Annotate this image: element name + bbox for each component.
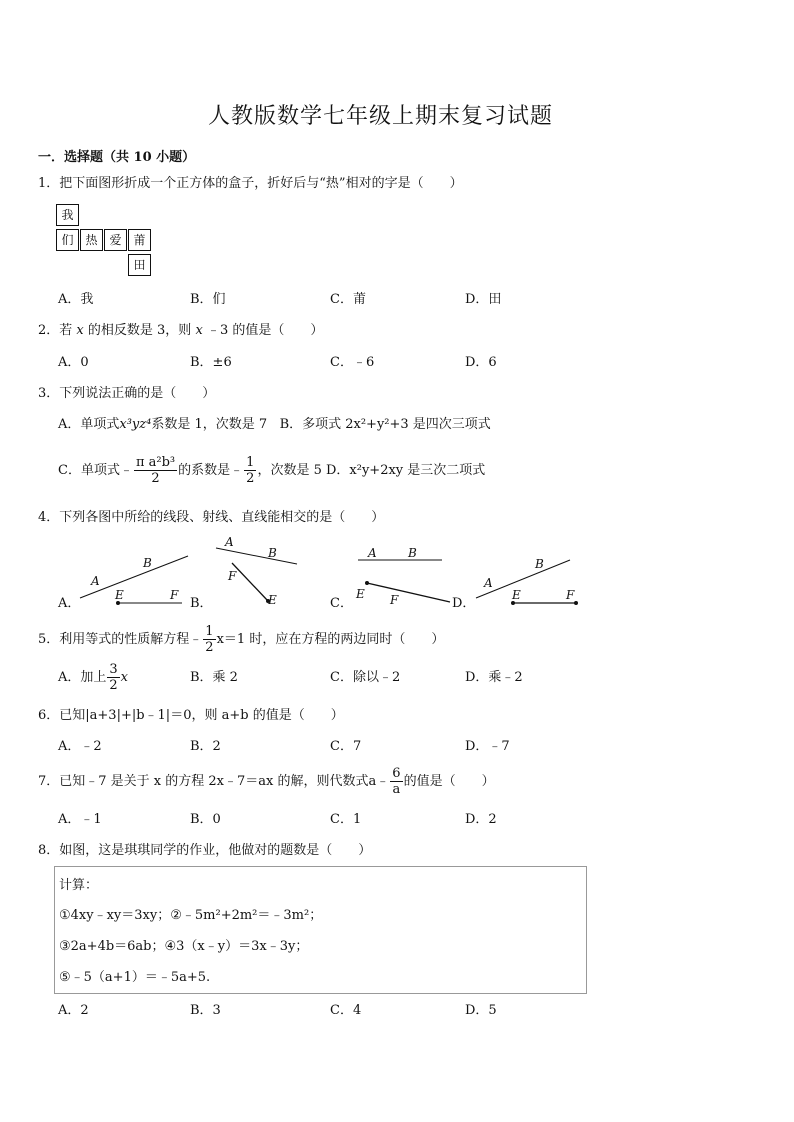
net-cell: 莆 xyxy=(128,229,151,251)
point-f xyxy=(574,601,578,605)
q3-options-ab xyxy=(58,417,491,433)
q7-stem-post: 的值是（ ） xyxy=(403,774,495,789)
q2-option-b: B．±6 xyxy=(190,355,232,370)
q7-expr-a: a xyxy=(368,774,377,789)
q1-option-a: A．我 xyxy=(58,292,94,307)
q7-stem-pre: 7．已知﹣7 是关于 x 的方程 2x﹣7＝ax 的解，则代数式 xyxy=(38,774,369,789)
q4-option-b: B． xyxy=(190,596,213,611)
frac-num: 1 xyxy=(205,624,214,639)
q6-option-b: B．2 xyxy=(190,739,221,754)
q4-option-c: C． xyxy=(330,596,353,611)
q8-stem: 8．如图，这是琪琪同学的作业，他做对的题数是（ ） xyxy=(38,843,372,858)
point-label-a: A xyxy=(225,535,234,549)
q7-option-c: C．1 xyxy=(330,812,362,827)
q3-c-post: ，次数是 5 xyxy=(257,463,322,478)
q1-option-c: C．莆 xyxy=(330,292,366,307)
net-cell: 田 xyxy=(128,254,151,276)
q4-option-d: D． xyxy=(452,596,476,611)
q8-option-b: B．3 xyxy=(190,1003,221,1018)
q4-figure-c xyxy=(355,546,450,607)
q3-c-coef xyxy=(244,455,256,486)
q1-stem: 1．把下面图形折成一个正方体的盒子，折好后与“热”相对的字是（ ） xyxy=(38,176,463,191)
q3-c-label: C．单项式 xyxy=(58,463,120,478)
q2-stem-part: 2．若 xyxy=(38,323,73,338)
point-label-b: B xyxy=(535,557,544,571)
section-heading: 一．选择题（共 10 小题） xyxy=(38,150,196,165)
q8-option-c: C．4 xyxy=(330,1003,362,1018)
q6-option-d: D．﹣7 xyxy=(465,739,510,754)
q6-option-c: C．7 xyxy=(330,739,362,754)
q1-option-b: B．们 xyxy=(190,292,226,307)
ray-ef xyxy=(367,583,450,602)
line-ab xyxy=(216,548,297,564)
q2-stem-part: ﹣3 的值是（ ） xyxy=(206,323,324,338)
q7-option-d: D．2 xyxy=(465,812,497,827)
q5-option-b: B．乘 2 xyxy=(190,670,238,685)
net-cell: 们 xyxy=(56,229,79,251)
q5-option-a xyxy=(58,662,128,693)
q6-stem: 6．已知|a+3|+|b﹣1|＝0，则 a+b 的值是（ ） xyxy=(38,708,344,723)
q4-option-a: A． xyxy=(58,596,81,611)
point-label-f: F xyxy=(170,588,179,602)
q5-fraction xyxy=(203,624,215,655)
frac-den: 2 xyxy=(109,678,118,693)
q3-stem: 3．下列说法正确的是（ ） xyxy=(38,386,216,401)
q7-option-a: A．﹣1 xyxy=(58,812,102,827)
point-e xyxy=(365,581,369,585)
frac-num: 1 xyxy=(246,455,255,470)
q7-stem: 7．已知﹣7 是关于 x 的方程 2x﹣7＝ax 的解，则代数式a﹣ $\frac{6}{a}$ 的值是（ ） xyxy=(38,766,495,797)
q2-option-a: A．0 xyxy=(58,355,89,370)
homework-box xyxy=(54,866,587,994)
point-label-b: B xyxy=(408,546,417,560)
q2-stem-part: 的相反数是 3，则 xyxy=(87,323,192,338)
point-label-a: A xyxy=(91,574,100,588)
point-label-e: E xyxy=(512,588,521,602)
frac-num: 3 xyxy=(109,662,118,677)
segment-ef xyxy=(232,563,268,601)
q7-option-b: B．0 xyxy=(190,812,221,827)
q5-a-fraction xyxy=(107,662,119,693)
q8-option-a: A．2 xyxy=(58,1003,89,1018)
q5-stem-pre: 5．利用等式的性质解方程 xyxy=(38,632,190,647)
q2-var: x xyxy=(195,323,203,338)
point-label-a: A xyxy=(484,576,493,590)
q2-option-d: D．6 xyxy=(465,355,497,370)
q4-figure-d xyxy=(476,557,578,605)
q2-option-c: C．﹣6 xyxy=(330,355,375,370)
frac-num: π a²b³ xyxy=(135,455,176,470)
point-label-b: B xyxy=(268,546,277,560)
point-label-f: F xyxy=(390,593,399,607)
q3-c-mid: 的系数是 xyxy=(178,463,231,478)
point-label-f: F xyxy=(566,588,575,602)
page-title: 人教版数学七年级上期末复习试题 xyxy=(208,104,554,129)
q5-option-d: D．乘﹣2 xyxy=(465,670,523,685)
q4-figures xyxy=(0,530,794,610)
q5-stem: 5．利用等式的性质解方程﹣ $\frac{1}{2}$ x＝1 时，应在方程的两边同时（ ） xyxy=(38,624,445,655)
q4-figure-a xyxy=(80,556,188,605)
q3-a-expr: x³yz⁴ xyxy=(119,417,152,432)
q5-option-c: C．除以﹣2 xyxy=(330,670,401,685)
point-label-b: B xyxy=(143,556,152,570)
net-cell: 热 xyxy=(80,229,103,251)
frac-num: 6 xyxy=(392,766,401,781)
net-cell: 爱 xyxy=(104,229,127,251)
q6-option-a: A．﹣2 xyxy=(58,739,102,754)
q1-option-d: D．田 xyxy=(465,292,502,307)
q4-figure-b xyxy=(216,535,297,607)
q8-option-d: D．5 xyxy=(465,1003,497,1018)
q3-a-label: A．单项式 xyxy=(58,417,120,432)
q3-d-text: D．x²y+2xy 是三次二项式 xyxy=(326,463,486,478)
homework-line-1: ①4xy﹣xy＝3xy；②﹣5m²+2m²＝﹣3m²； xyxy=(59,908,323,923)
q5-stem-post: x＝1 时，应在方程的两边同时（ ） xyxy=(216,632,445,647)
homework-line-3: ⑤﹣5（a+1）＝﹣5a+5. xyxy=(59,970,211,985)
frac-den: 2 xyxy=(205,640,214,655)
q3-c-fraction xyxy=(134,455,177,486)
point-label-e: E xyxy=(268,593,277,607)
point-label-e: E xyxy=(115,588,124,602)
q3-options-cd: C．单项式﹣ $\frac{\text{π a²b³}}{2}$ 的系数是﹣ $\frac{1}{2}$ ，次数是 5 D．x²y+2xy 是三次二项式 xyxy=(58,455,486,486)
q7-fraction xyxy=(390,766,402,797)
q2-stem xyxy=(38,323,323,339)
point-label-a: A xyxy=(368,546,377,560)
q5-a-label: A．加上 xyxy=(58,670,107,685)
q2-var: x xyxy=(76,323,84,338)
point-label-e: E xyxy=(356,587,365,601)
homework-line-2: ③2a+4b＝6ab；④3（x﹣y）＝3x﹣3y； xyxy=(59,939,309,954)
q3-a-text: 系数是 1，次数是 7 xyxy=(151,417,268,432)
homework-title: 计算： xyxy=(59,878,99,893)
frac-den: a xyxy=(392,782,401,797)
frac-den: 2 xyxy=(246,471,255,486)
q5-a-var: x xyxy=(120,670,129,685)
net-cell: 我 xyxy=(56,204,79,226)
q4-stem: 4．下列各图中所给的线段、射线、直线能相交的是（ ） xyxy=(38,510,385,525)
q3-b-text: B．多项式 2x²+y²+3 是四次三项式 xyxy=(279,417,491,432)
point-label-f: F xyxy=(228,569,237,583)
frac-den: 2 xyxy=(151,471,160,486)
